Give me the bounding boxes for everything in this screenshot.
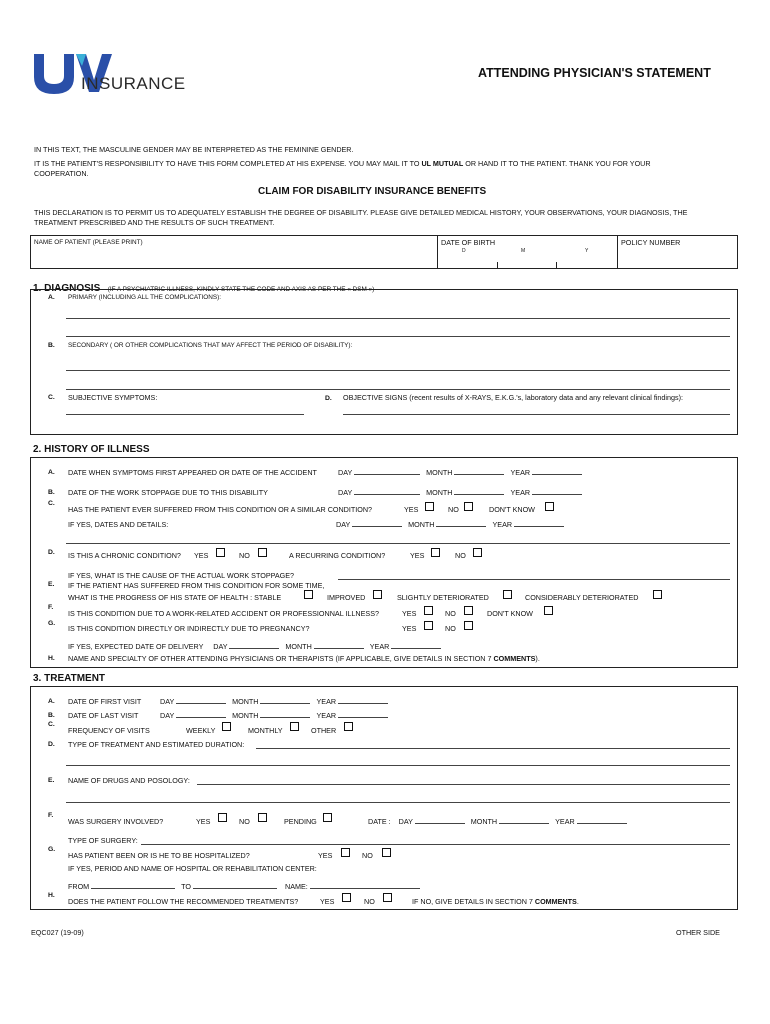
intro-line-2: IT IS THE PATIENT'S RESPONSIBILITY TO HAVE THIS FORM COMPLETED AT HIS EXPENSE. YOU MAY MAIL IT TO UL MUTUAL OR HAND IT TO THE PATIENT. THANK YOU FOR YOUR xyxy=(34,159,651,168)
similar-condition-details-label: IF YES, DATES AND DETAILS: xyxy=(68,520,169,529)
similar-condition-no-checkbox[interactable] xyxy=(464,502,473,511)
monthly-checkbox[interactable] xyxy=(290,722,299,731)
first-visit-date-field[interactable]: DAY MONTH YEAR xyxy=(160,697,388,706)
similar-condition-details-line[interactable] xyxy=(66,543,730,544)
weekly-checkbox[interactable] xyxy=(222,722,231,731)
work-stoppage-label: DATE OF THE WORK STOPPAGE DUE TO THIS DISABILITY xyxy=(68,488,268,497)
follow-treatment-no-checkbox[interactable] xyxy=(383,893,392,902)
stable-checkbox[interactable] xyxy=(304,590,313,599)
work-related-label: IS THIS CONDITION DUE TO A WORK-RELATED ACCIDENT OR PROFESSIONNAL ILLNESS? xyxy=(68,609,379,618)
secondary-diagnosis-line-1[interactable] xyxy=(66,370,730,371)
symptoms-date-field[interactable]: DAY MONTH YEAR xyxy=(338,468,582,477)
surgery-label: WAS SURGERY INVOLVED? xyxy=(68,817,164,826)
page-title: ATTENDING PHYSICIAN'S STATEMENT xyxy=(478,66,711,80)
patient-name-label: NAME OF PATIENT (PLEASE PRINT) xyxy=(34,239,143,246)
primary-diagnosis-line-1[interactable] xyxy=(66,318,730,319)
primary-diagnosis-label: PRIMARY (INCLUDING ALL THE COMPLICATIONS): xyxy=(68,294,222,301)
treatment-type-line-2[interactable] xyxy=(66,765,730,766)
hospitalized-label: HAS PATIENT BEEN OR IS HE TO BE HOSPITALIZED? xyxy=(68,851,250,860)
policy-number-label: POLICY NUMBER xyxy=(621,238,681,247)
work-related-yes-checkbox[interactable] xyxy=(424,606,433,615)
other-frequency-checkbox[interactable] xyxy=(344,722,353,731)
patient-name-field[interactable] xyxy=(31,248,436,268)
pregnancy-yes-checkbox[interactable] xyxy=(424,621,433,630)
chronic-condition-label: IS THIS A CHRONIC CONDITION? xyxy=(68,551,181,560)
dob-month-label: M xyxy=(521,248,526,254)
company-logo xyxy=(32,50,222,100)
claim-title: CLAIM FOR DISABILITY INSURANCE BENEFITS xyxy=(258,186,487,197)
work-related-no-checkbox[interactable] xyxy=(464,606,473,615)
improved-checkbox[interactable] xyxy=(373,590,382,599)
intro-line-3: COOPERATION. xyxy=(34,169,89,178)
subjective-symptoms-line[interactable] xyxy=(66,414,304,415)
drugs-posology-line-1[interactable] xyxy=(197,784,730,785)
work-stoppage-cause-line[interactable] xyxy=(338,579,730,580)
dob-year-label: Y xyxy=(585,248,589,254)
claim-desc-2: TREATMENT PRESCRIBED AND THE RESULTS OF SUCH TREATMENT. xyxy=(34,218,275,227)
last-visit-label: DATE OF LAST VISIT xyxy=(68,711,139,720)
slightly-deteriorated-checkbox[interactable] xyxy=(503,590,512,599)
surgery-date-field[interactable]: DATE : DAY MONTH YEAR xyxy=(368,817,627,826)
dob-field[interactable] xyxy=(438,255,616,268)
primary-diagnosis-line-2[interactable] xyxy=(66,336,730,337)
health-progress-label: WHAT IS THE PROGRESS OF HIS STATE OF HEALTH : STABLE xyxy=(68,593,282,602)
claim-desc-1: THIS DECLARATION IS TO PERMIT US TO ADEQUATELY ESTABLISH THE DEGREE OF DISABILITY. PLEASE GIVE DETAILED MEDICAL HISTORY, YOUR OBSERVATIONS, YOUR DIAGNOSIS, THE xyxy=(34,208,688,217)
follow-treatment-details-label: IF NO, GIVE DETAILS IN SECTION 7 COMMENTS. xyxy=(412,897,579,906)
treatment-type-label: TYPE OF TREATMENT AND ESTIMATED DURATION: xyxy=(68,740,245,749)
health-progress-intro: IF THE PATIENT HAS SUFFERED FROM THIS CONDITION FOR SOME TIME, xyxy=(68,581,325,590)
recurring-condition-label: A RECURRING CONDITION? xyxy=(289,551,386,560)
recurring-yes-checkbox[interactable] xyxy=(431,548,440,557)
considerably-deteriorated-checkbox[interactable] xyxy=(653,590,662,599)
form-code: EQC027 (19-09) xyxy=(31,928,84,937)
section-1-title: 1. DIAGNOSIS (IF A PSYCHIATRIC ILLNESS, KINDLY STATE THE CODE AND AXIS AS PER THE « DSM ») xyxy=(33,283,375,294)
intro-line-1: IN THIS TEXT, THE MASCULINE GENDER MAY BE INTERPRETED AS THE FEMININE GENDER. xyxy=(34,145,354,154)
section-3-title: 3. TREATMENT xyxy=(33,673,106,684)
surgery-pending-checkbox[interactable] xyxy=(323,813,332,822)
hospital-period-label: IF YES, PERIOD AND NAME OF HOSPITAL OR REHABILITATION CENTER: xyxy=(68,864,317,873)
surgery-type-label: TYPE OF SURGERY: xyxy=(68,836,138,845)
visit-frequency-label: FREQUENCY OF VISITS xyxy=(68,726,150,735)
secondary-diagnosis-label: SECONDARY ( OR OTHER COMPLICATIONS THAT MAY AFFECT THE PERIOD OF DISABILITY): xyxy=(68,342,353,349)
logo-text: INSURANCE xyxy=(81,74,186,93)
other-side-label: OTHER SIDE xyxy=(676,928,720,937)
dob-label: DATE OF BIRTH xyxy=(441,238,496,247)
delivery-date-field[interactable]: IF YES, EXPECTED DATE OF DELIVERY DAY MONTH YEAR xyxy=(68,642,441,651)
treatment-type-line-1[interactable] xyxy=(256,748,730,749)
last-visit-date-field[interactable]: DAY MONTH YEAR xyxy=(160,711,388,720)
surgery-type-line[interactable] xyxy=(141,844,730,845)
work-stoppage-date-field[interactable]: DAY MONTH YEAR xyxy=(338,488,582,497)
objective-signs-label: OBJECTIVE SIGNS (recent results of X-RAYS, E.K.G.'s, laboratory data and any relevant clinical findings): xyxy=(343,393,683,402)
pregnancy-label: IS THIS CONDITION DIRECTLY OR INDIRECTLY DUE TO PREGNANCY? xyxy=(68,624,310,633)
work-stoppage-cause-label: IF YES, WHAT IS THE CAUSE OF THE ACTUAL WORK STOPPAGE? xyxy=(68,571,295,580)
hospitalized-no-checkbox[interactable] xyxy=(382,848,391,857)
other-physicians-label: NAME AND SPECIALTY OF OTHER ATTENDING PHYSICIANS OR THERAPISTS (IF APPLICABLE, GIVE DETAILS IN SECTION 7 COMMENTS). xyxy=(68,654,540,663)
dob-day-label: D xyxy=(462,248,466,254)
surgery-no-checkbox[interactable] xyxy=(258,813,267,822)
section-2-title: 2. HISTORY OF ILLNESS xyxy=(33,444,150,455)
follow-treatment-yes-checkbox[interactable] xyxy=(342,893,351,902)
similar-condition-label: HAS THE PATIENT EVER SUFFERED FROM THIS CONDITION OR A SIMILAR CONDITION? xyxy=(68,505,373,514)
policy-number-field[interactable] xyxy=(618,248,737,268)
chronic-no-checkbox[interactable] xyxy=(258,548,267,557)
hospitalized-yes-checkbox[interactable] xyxy=(341,848,350,857)
first-visit-label: DATE OF FIRST VISIT xyxy=(68,697,142,706)
drugs-posology-line-2[interactable] xyxy=(66,802,730,803)
work-related-dont-know-checkbox[interactable] xyxy=(544,606,553,615)
similar-condition-date-field[interactable]: DAY MONTH YEAR xyxy=(336,520,564,529)
subjective-symptoms-label: SUBJECTIVE SYMPTOMS: xyxy=(68,393,158,402)
recurring-no-checkbox[interactable] xyxy=(473,548,482,557)
pregnancy-no-checkbox[interactable] xyxy=(464,621,473,630)
objective-signs-line[interactable] xyxy=(343,414,730,415)
secondary-diagnosis-line-2[interactable] xyxy=(66,389,730,390)
hospital-period-field[interactable]: FROM TO NAME: xyxy=(68,882,420,891)
similar-condition-dont-know-checkbox[interactable] xyxy=(545,502,554,511)
drugs-posology-label: NAME OF DRUGS AND POSOLOGY: xyxy=(68,776,190,785)
surgery-yes-checkbox[interactable] xyxy=(218,813,227,822)
similar-condition-yes-checkbox[interactable] xyxy=(425,502,434,511)
symptoms-date-label: DATE WHEN SYMPTOMS FIRST APPEARED OR DATE OF THE ACCIDENT xyxy=(68,468,317,477)
follow-treatment-label: DOES THE PATIENT FOLLOW THE RECOMMENDED TREATMENTS? xyxy=(68,897,299,906)
chronic-yes-checkbox[interactable] xyxy=(216,548,225,557)
